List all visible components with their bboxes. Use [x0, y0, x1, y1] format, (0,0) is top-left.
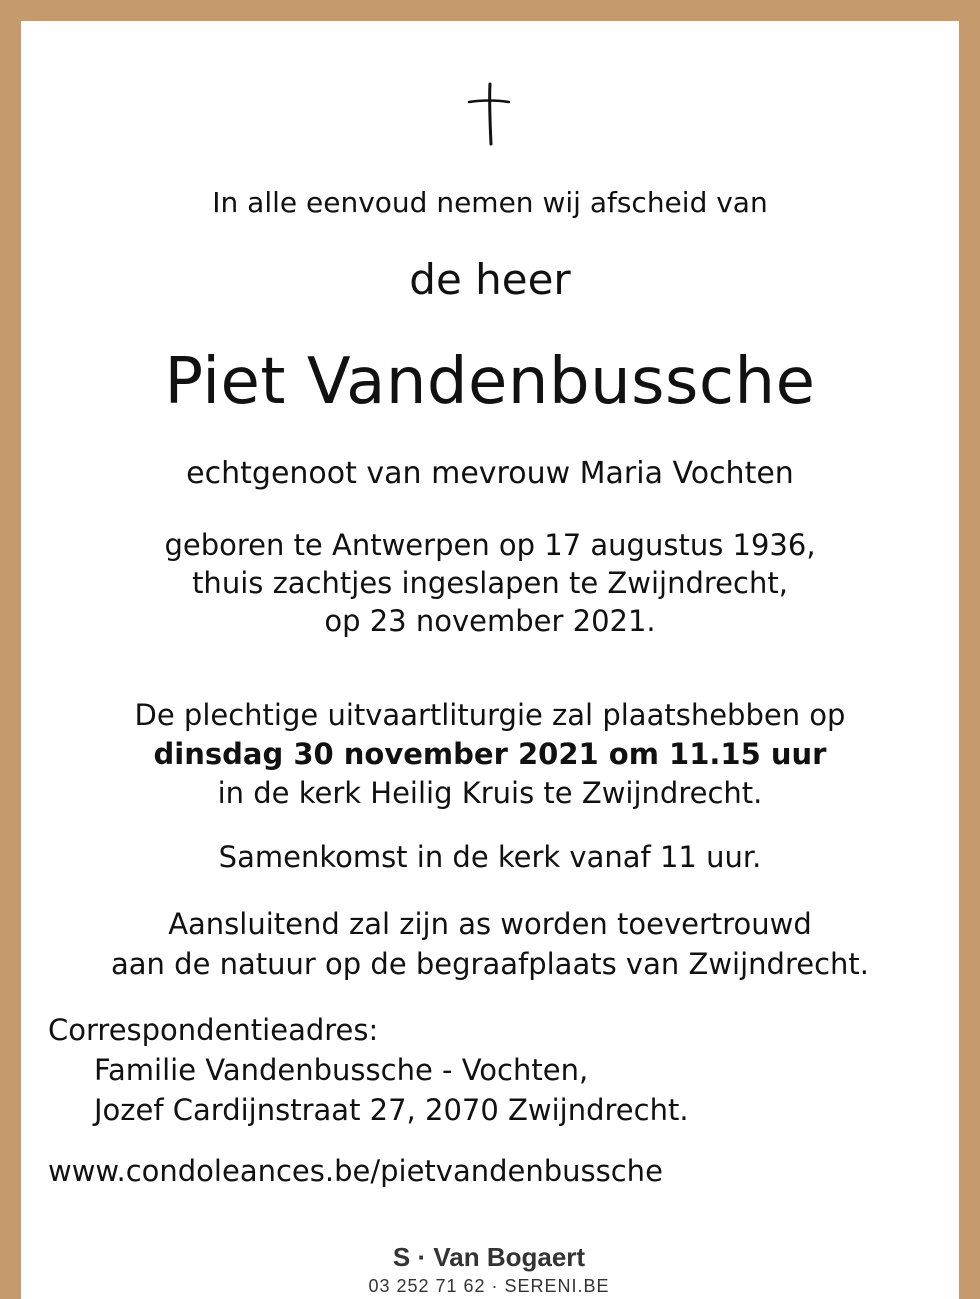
ashes-block — [0, 904, 980, 984]
ceremony-datetime: dinsdag 30 november 2021 om 11.15 uur — [153, 737, 827, 771]
honorific: de heer — [409, 255, 571, 304]
deceased-name: Piet Vandenbussche — [164, 345, 816, 419]
ceremony-block — [0, 696, 980, 813]
funeral-home-contact: 03 252 71 62 · SERENI.BE — [368, 1276, 610, 1296]
correspondence-address: Jozef Cardijnstraat 27, 2070 Zwijndrecht. — [94, 1093, 689, 1127]
birth-block — [0, 526, 980, 640]
ceremony-location: in de kerk Heilig Kruis te Zwijndrecht. — [217, 776, 763, 810]
ashes-line-2: aan de natuur op de begraafplaats van Zwijndrecht. — [111, 947, 869, 981]
death-date-line: op 23 november 2021. — [324, 604, 656, 638]
gathering-text: Samenkomst in de kerk vanaf 11 uur. — [218, 840, 762, 874]
spouse-text: echtgenoot van mevrouw Maria Vochten — [186, 456, 794, 491]
ceremony-intro: De plechtige uitvaartliturgie zal plaatshebben op — [134, 698, 846, 732]
correspondence-block — [48, 1010, 689, 1130]
death-line: thuis zachtjes ingeslapen te Zwijndrecht, — [192, 566, 788, 600]
intro-text: In alle eenvoud nemen wij afscheid van — [212, 186, 768, 219]
funeral-home-footer — [224, 1238, 754, 1299]
correspondence-label: Correspondentieadres: — [48, 1013, 379, 1047]
funeral-home-logo: S · Van Bogaert — [392, 1242, 586, 1272]
correspondence-family: Familie Vandenbussche - Vochten, — [94, 1053, 589, 1087]
birth-line: geboren te Antwerpen op 17 augustus 1936, — [164, 528, 816, 562]
ashes-line-1: Aansluitend zal zijn as worden toevertrouwd — [168, 907, 812, 941]
cross-icon — [467, 82, 511, 146]
condolence-link[interactable]: www.condoleances.be/pietvandenbussche — [48, 1154, 663, 1188]
